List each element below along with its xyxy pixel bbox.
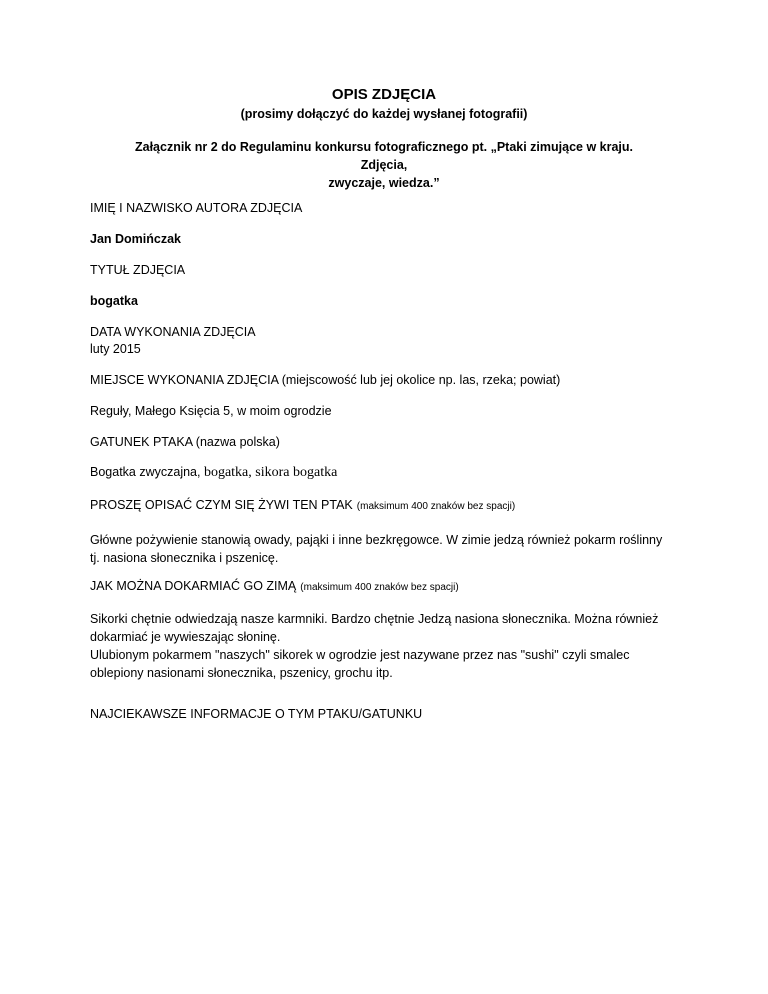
place-value: Reguły, Małego Księcia 5, w moim ogrodzie <box>90 404 332 418</box>
species-label: GATUNEK PTAKA (nazwa polska) <box>90 435 280 449</box>
food-label: PROSZĘ OPISAĆ CZYM SIĘ ŻYWI TEN PTAK <box>90 498 353 512</box>
feeding-line-4: oblepiony nasionami słonecznika, pszenicy, grochu itp. <box>90 666 393 680</box>
attachment-line-2: zwyczaje, wiedza.” <box>328 176 440 190</box>
place-label: MIEJSCE WYKONANIA ZDJĘCIA (miejscowość lub jej okolice np. las, rzeka; powiat) <box>90 373 561 387</box>
document-title: OPIS ZDJĘCIA <box>331 86 437 103</box>
feeding-hint: (maksimum 400 znaków bez spacji) <box>300 582 459 593</box>
info-label: NAJCIEKAWSZE INFORMACJE O TYM PTAKU/GATUNKU <box>90 707 423 721</box>
food-description <box>90 531 690 567</box>
food-line-1: Główne pożywienie stanowią owady, pająki i inne bezkręgowce. W zimie jedzą również pokarm roślinny <box>90 533 663 547</box>
food-hint: (maksimum 400 znaków bez spacji) <box>356 501 516 512</box>
attachment-note <box>110 138 658 192</box>
feeding-description <box>90 610 690 682</box>
photo-title-label: TYTUŁ ZDJĘCIA <box>90 263 186 277</box>
feeding-line-3: Ulubionym pokarmem "naszych" sikorek w ogrodzie jest nazywane przez nas "sushi" czyli smalec <box>90 648 630 662</box>
feeding-line-1: Sikorki chętnie odwiedzają nasze karmniki. Bardzo chętnie Jedzą nasiona słonecznika. Można również <box>90 612 659 626</box>
date-label: DATA WYKONANIA ZDJĘCIA <box>90 325 256 339</box>
feeding-label: JAK MOŻNA DOKARMIAĆ GO ZIMĄ <box>90 579 297 593</box>
feeding-heading <box>90 578 690 596</box>
food-line-2: tj. nasiona słonecznika i pszenicę. <box>90 551 279 565</box>
date-value: luty 2015 <box>90 342 141 356</box>
feeding-line-2: dokarmiać je wywieszając słoninę. <box>90 630 281 644</box>
author-value: Jan Domińczak <box>90 232 182 246</box>
food-heading <box>90 497 690 515</box>
author-label: IMIĘ I NAZWISKO AUTORA ZDJĘCIA <box>90 201 303 215</box>
photo-title-value: bogatka <box>90 294 138 308</box>
attachment-line-1: Załącznik nr 2 do Regulaminu konkursu fotograficznego pt. „Ptaki zimujące w kraju. Zdjęcia, <box>134 140 633 172</box>
species-value-primary: Bogatka zwyczajna, <box>90 465 204 479</box>
document-subtitle: (prosimy dołączyć do każdej wysłanej fotografii) <box>240 107 528 121</box>
species-value <box>90 464 690 481</box>
species-value-alternates: bogatka, sikora bogatka <box>203 465 338 480</box>
